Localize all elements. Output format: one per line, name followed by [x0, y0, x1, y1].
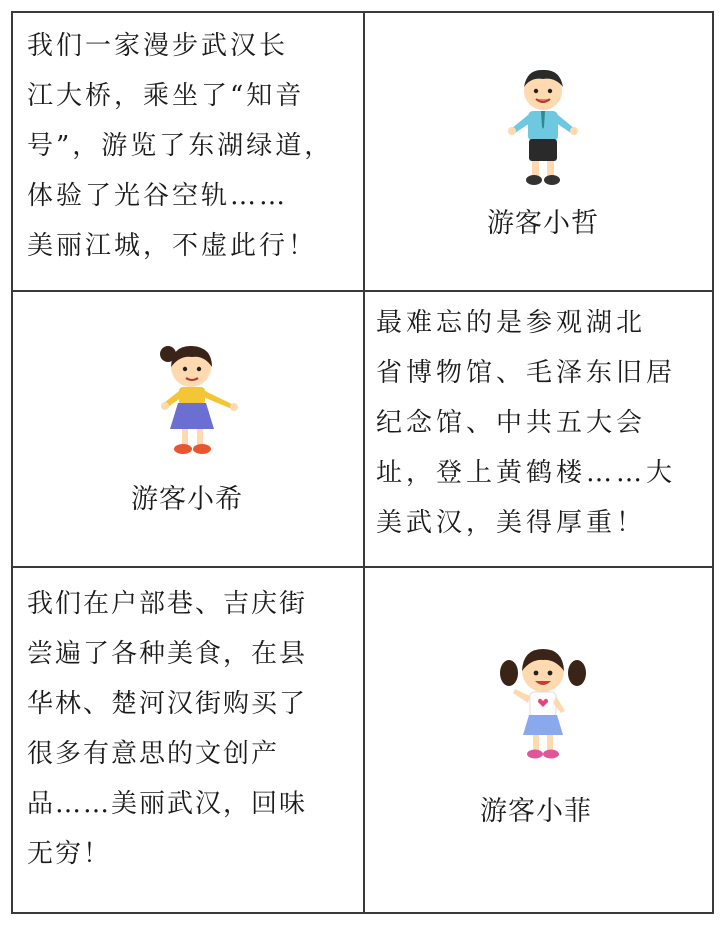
quote-text-3 — [27, 579, 307, 879]
quote-line: 尝遍了各种美食，在县 — [27, 639, 308, 669]
quote-line: 省博物馆、毛泽东旧居 — [376, 358, 677, 388]
testimonial-table — [11, 11, 714, 914]
quote-line: 号”，游览了东湖绿道， — [27, 131, 334, 161]
quote-line: 址，登上黄鹤楼……大 — [376, 458, 677, 488]
column-divider — [363, 13, 365, 912]
girl-pigtail-icon — [146, 339, 246, 464]
quote-line: 江大桥，乘坐了“知音 — [27, 81, 305, 111]
quote-line: 纪念馆、中共五大会 — [376, 408, 647, 438]
quote-line: 我们一家漫步武汉长 — [27, 31, 289, 61]
quote-text-2 — [376, 298, 676, 548]
quote-line: 品……美丽武汉，回味 — [27, 789, 308, 819]
visitor-label-xiaofei: 游客小菲 — [480, 796, 592, 827]
quote-line: 华林、楚河汉街购买了 — [27, 689, 308, 719]
quote-text-1 — [27, 21, 333, 271]
row-divider-2 — [13, 566, 712, 568]
quote-line: 美丽江城，不虚此行！ — [27, 231, 318, 261]
quote-line: 最难忘的是参观湖北 — [376, 308, 647, 338]
quote-line: 很多有意思的文创产 — [27, 739, 280, 769]
row-divider-1 — [13, 290, 712, 292]
quote-line: 无穷！ — [27, 839, 112, 869]
quote-line: 体验了光谷空轨…… — [27, 181, 289, 211]
girl-pigtails-icon — [493, 641, 593, 766]
quote-line: 美武汉，美得厚重！ — [376, 508, 647, 538]
visitor-label-xiaozhe: 游客小哲 — [487, 208, 599, 239]
visitor-label-xiaoxi: 游客小希 — [131, 484, 243, 515]
boy-icon — [503, 65, 583, 190]
quote-line: 我们在户部巷、吉庆街 — [27, 589, 308, 619]
